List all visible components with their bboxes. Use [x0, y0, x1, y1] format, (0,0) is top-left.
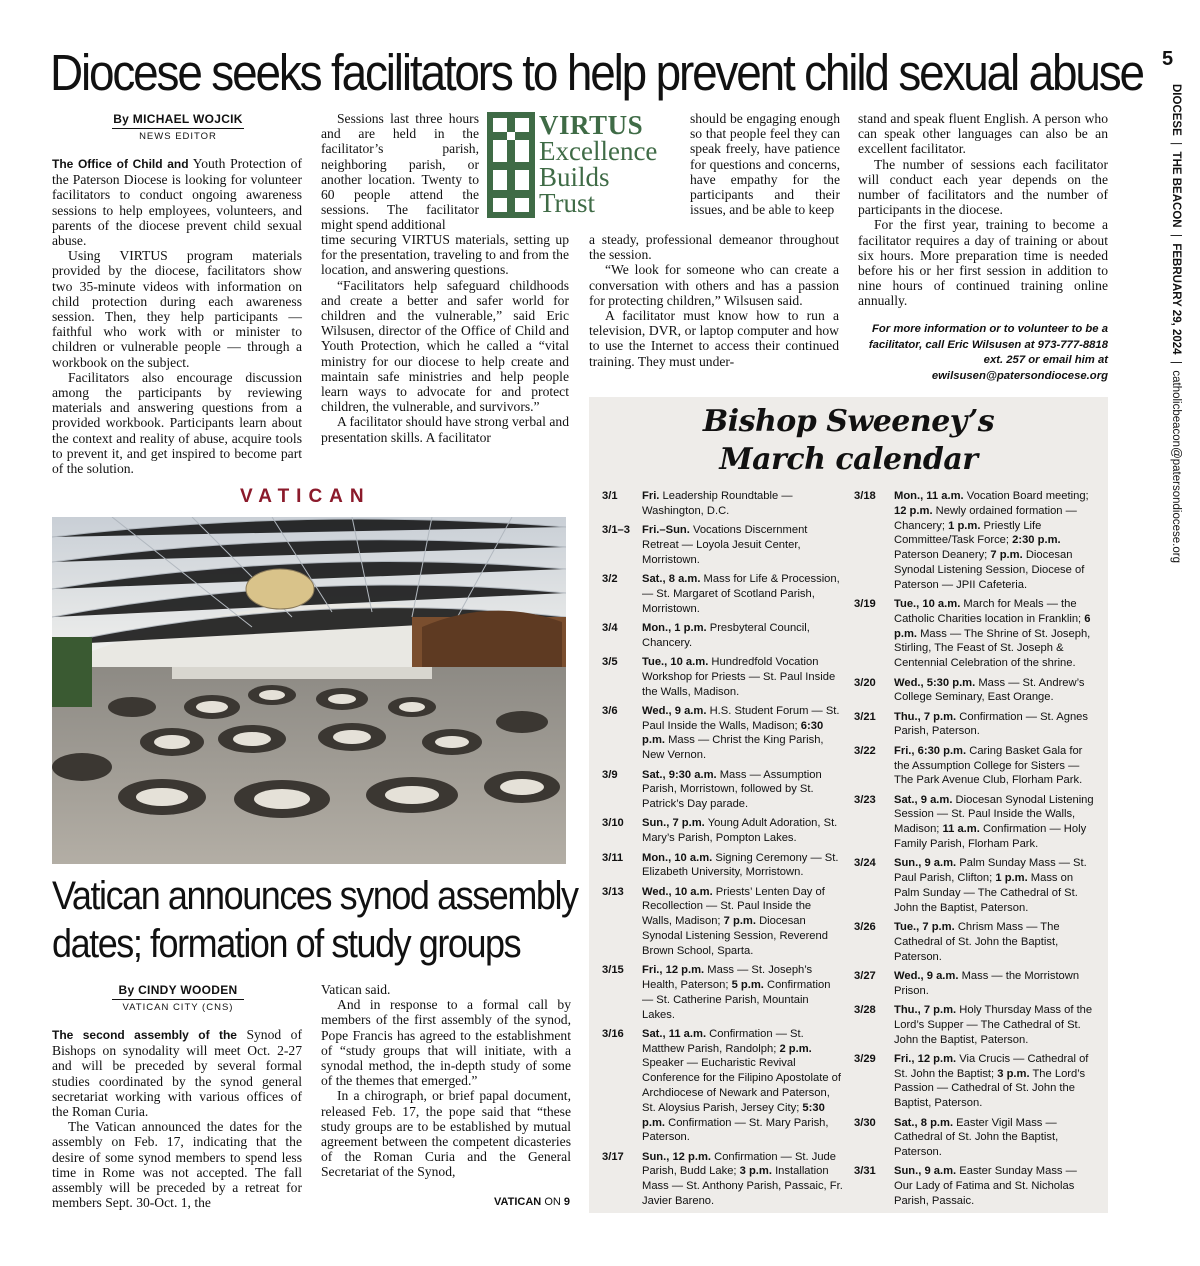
event-text: Easter Sunday Mass — Our Lady of Fatima and St. Nicholas Parish, Passaic. [894, 1165, 1077, 1208]
event-time: Sat., 11 a.m. [642, 1027, 707, 1040]
event-text: Priestly Life Committee/Task Force; [894, 519, 1042, 547]
event-text: Diocesan Synodal Listening Session — St. Paul Inside the Walls, Madison; [894, 793, 1094, 836]
event-details [894, 969, 1098, 999]
event-time: Sat., 8 a.m. [642, 572, 701, 585]
calendar-event [602, 768, 844, 812]
paragraph: A facilitator must know how to run a television, DVR, or laptop computer and how to use the Internet to access their continued training. They must under- [589, 308, 839, 369]
calendar-event [602, 1150, 844, 1209]
calendar-event [602, 489, 844, 519]
event-time: Fri.–Sun. [642, 524, 690, 537]
paragraph: In a chirograph, or brief papal document, released Feb. 17, the pope said that “these study groups are to be established by mutual agreement between the competent dicasteries of the Roman Curia and the General Secretariat of the Synod, [321, 1088, 571, 1180]
calendar-event [854, 710, 1098, 740]
event-details [894, 920, 1098, 964]
event-time: Fri., 6:30 p.m. [894, 744, 967, 757]
paragraph: should be engaging enough so that people feel they can speak freely, have patience for questions and concerns, have empathy for the participants and their issues, and be able to keep [690, 111, 840, 218]
paragraph [52, 156, 302, 248]
paragraph: And in response to a formal call by members of the first assembly of the synod, Pope Francis has agreed to the establishment of “study groups that will initiate, with a synodal method, the in-depth study of some of the themes that emerged.” [321, 997, 571, 1089]
event-time: 2:30 p.m. [1012, 534, 1061, 547]
byline-role: VATICAN CITY (CNS) [112, 999, 244, 1013]
byline-name: By MICHAEL WOJCIK [113, 112, 243, 126]
event-time: Sun., 12 p.m. [642, 1150, 712, 1163]
event-date: 3/22 [854, 744, 876, 757]
paragraph: The number of sessions each facilitator will conduct each year depends on the number of facilitators and the number of participants in the diocese. [858, 156, 1108, 218]
folio-section: DIOCESE [1170, 84, 1182, 136]
event-text: Holy Thursday Mass of the Lord’s Supper — The Cathedral of St. John the Baptist, Paterson. [894, 1004, 1093, 1046]
event-text: Mass on Palm Sunday — The Cathedral of St. John the Baptist, Paterson. [894, 872, 1078, 914]
event-text: Confirmation — Holy Family Parish, Florham Park. [894, 823, 1087, 851]
event-text: Mass — Assumption Parish, Morristown, followed by St. Patrick’s Day parade. [642, 768, 822, 811]
calendar-event [854, 744, 1098, 788]
calendar-event [854, 676, 1098, 706]
event-date: 3/19 [854, 598, 876, 611]
article1-column-3a [690, 111, 840, 217]
event-details [894, 856, 1098, 915]
jump-page: 9 [563, 1196, 570, 1208]
event-date: 3/29 [854, 1052, 876, 1065]
event-time: Fri. [642, 490, 660, 502]
event-date: 3/17 [602, 1150, 624, 1163]
event-time: Sat., 9:30 a.m. [642, 768, 717, 781]
virtus-line3: Builds [539, 162, 610, 192]
paragraph: “We look for someone who can create a conversation with others and has a passion for protecting children,” Wilsusen said. [589, 262, 839, 308]
event-time: Sun., 7 p.m. [642, 817, 705, 830]
event-time: Wed., 9 a.m. [894, 969, 959, 982]
paragraph: time securing VIRTUS materials, setting up for the presentation, traveling to and from the location, and answering questions. [321, 232, 569, 278]
article1-column-3b [589, 232, 839, 369]
calendar-event [854, 489, 1098, 593]
event-time: 5 p.m. [731, 978, 764, 991]
event-text: Confirmation — St. Matthew Parish, Randolph; [642, 1027, 804, 1055]
event-details [894, 1116, 1098, 1160]
event-time: 1 p.m. [995, 872, 1028, 885]
paragraph-text: Youth Protection of the Paterson Diocese is looking for volunteer facilitators to conduct ongoing awareness sessions to help employees, volunteers, and parents of the diocese prevent child sexual abuse. [52, 156, 302, 249]
virtus-line2: Excellence [539, 136, 658, 166]
event-details [642, 1027, 844, 1145]
event-date: 3/16 [602, 1027, 624, 1040]
event-text: Installation Mass — St. Anthony Parish, Passaic, Fr. Javier Bareno. [642, 1165, 843, 1208]
event-details [894, 1052, 1098, 1111]
event-text: Confirmation — St. Agnes Parish, Paterson. [894, 710, 1088, 738]
calendar-event [854, 1164, 1098, 1208]
event-text: Palm Sunday Mass — St. Paul Parish, Clifton; [894, 857, 1087, 885]
lead-in: The second assembly of the [52, 1028, 237, 1042]
article2-headline [52, 872, 578, 968]
paragraph: For the first year, training to become a facilitator requires a day of training or about six hours. More preparation time is needed before his or her first session in addition to nine hours of continued training online annually. [858, 217, 1108, 309]
calendar-event [602, 851, 844, 881]
event-time: Thu., 7 p.m. [894, 710, 957, 723]
headline-line: Vatican announces synod assembly [52, 874, 578, 918]
virtus-line1: VIRTUS [539, 110, 644, 140]
event-time: Tue., 10 a.m. [894, 598, 961, 611]
event-date: 3/10 [602, 817, 624, 830]
event-text: Priests’ Lenten Day of Recollection — St. Paul Inside the Walls, Madison; [642, 885, 825, 928]
event-date: 3/5 [602, 655, 618, 668]
calendar-event [602, 1027, 844, 1145]
event-date: 3/30 [854, 1116, 876, 1129]
article2-byline [112, 983, 244, 1013]
paragraph: A facilitator should have strong verbal and presentation skills. A facilitator [321, 414, 569, 445]
event-time: 11 a.m. [942, 823, 980, 836]
folio-publication: THE BEACON [1170, 151, 1182, 228]
calendar-event [854, 856, 1098, 915]
event-time: Mon., 11 a.m. [894, 490, 964, 502]
event-time: 1 p.m. [948, 519, 981, 532]
event-time: 2 p.m. [779, 1042, 812, 1055]
bishop-calendar-box [589, 397, 1108, 1213]
event-text: March for Meals — the Catholic Charities location in Franklin; [894, 598, 1085, 625]
article2-column-1 [52, 1027, 302, 1210]
event-text: Hundredfold Vocation Workshop for Priests — St. Paul Inside the Walls, Madison. [642, 655, 836, 698]
article1-column-2b [321, 232, 569, 445]
event-text: Mass — the Morristown Prison. [894, 969, 1080, 997]
folio-website: catholicbeacon@patersondiocese.org [1170, 370, 1182, 563]
event-text: Via Crucis — Cathedral of St. John the Baptist; [894, 1052, 1089, 1080]
paragraph: Using VIRTUS program materials provided by the diocese, facilitators show two 35-minute videos with information on child protection during each awareness session. Then, they help participants — faithful who work with or minister to children or vulnerable people — through a workbook on the subject. [52, 248, 302, 370]
event-text: Vocations Discernment Retreat — Loyola Jesuit Center, Morristown. [642, 524, 808, 566]
event-time: Sat., 9 a.m. [894, 793, 953, 806]
article1-column-4 [858, 111, 1108, 309]
event-text: Newly ordained formation — Chancery; [894, 504, 1077, 532]
event-details [894, 1003, 1098, 1047]
event-time: 5:30 p.m. [642, 1101, 825, 1129]
event-details [642, 489, 844, 519]
event-text: H.S. Student Forum — St. Paul Inside the Walls, Madison; [642, 704, 840, 732]
event-date: 3/26 [854, 921, 876, 934]
calendar-event [602, 816, 844, 846]
event-text: Mass — The Shrine of St. Joseph, Stirling, The Feast of St. Joseph & Centennial Celebration of the shrine. [894, 627, 1091, 670]
event-text: Mass — Christ the King Parish, New Vernon. [642, 734, 824, 762]
event-details [642, 768, 844, 812]
event-details [642, 851, 844, 881]
paragraph [52, 1027, 302, 1119]
event-text: Mass — St. Andrew’s College Seminary, East Orange. [894, 676, 1085, 704]
calendar-title-line: Bishop Sweeney’s [702, 404, 995, 439]
event-text: Mass for Life & Procession, — St. Margaret of Scotland Parish, Morristown. [642, 572, 840, 615]
event-date: 3/28 [854, 1004, 876, 1016]
calendar-event [854, 1052, 1098, 1111]
event-date: 3/13 [602, 885, 624, 898]
virtus-logo [487, 112, 683, 220]
event-date: 3/9 [602, 768, 618, 781]
event-text: Easter Vigil Mass — Cathedral of St. John the Baptist, Paterson. [894, 1116, 1059, 1159]
event-details [642, 704, 844, 763]
section-label-vatican: VATICAN [240, 486, 371, 507]
event-text: Confirmation — St. Mary Parish, Paterson. [642, 1116, 829, 1144]
calendar-event [602, 704, 844, 763]
paragraph: “Facilitators help safeguard childhoods and create a better and safer world for children and the vulnerable,” said Eric Wilsusen, director of the Office of Child and Youth Protection, which he called a “vital ministry for our diocese to help create and maintain safe ministries and help people learn ways to advocate for and protect children, the vulnerable, and survivors.” [321, 277, 569, 415]
event-date: 3/6 [602, 704, 618, 717]
event-time: Fri., 12 p.m. [642, 964, 705, 977]
event-text: Chrism Mass — The Cathedral of St. John the Baptist, Paterson. [894, 921, 1060, 963]
paragraph-text: Synod of Bishops on synodality will meet Oct. 2-27 and will be preceded by several formal studies coordinated by the synod general secretariat working with various offices of the Roman Curia. [52, 1027, 302, 1120]
paragraph: Facilitators also encourage discussion among the participants by reviewing materials and answering questions from a provided workbook. Participants learn about the context and reality of abuse, acquire tools to prevent it, and get inspired to become part of the solution. [52, 369, 302, 477]
folio-sep: | [1170, 360, 1182, 364]
event-date: 3/15 [602, 964, 624, 977]
byline-name: By CINDY WOODEN [118, 983, 238, 997]
event-time: Wed., 5:30 p.m. [894, 676, 976, 689]
event-date: 3/2 [602, 572, 618, 585]
event-time: 6 p.m. [894, 612, 1091, 640]
calendar-event [854, 920, 1098, 964]
folio-date: FEBRUARY 29, 2024 [1170, 243, 1182, 355]
calendar-event [602, 523, 844, 567]
event-time: 3 p.m. [739, 1165, 772, 1178]
paragraph: Sessions last three hours and are held in the facilitator’s parish, neighboring parish, or another location. Twenty to 60 people attend the sessions. The facilitator might spend additional [321, 111, 479, 233]
calendar-event [602, 885, 844, 959]
virtus-line4: Trust [539, 188, 596, 218]
headline-line: dates; formation of study groups [52, 922, 521, 966]
event-date: 3/24 [854, 857, 876, 870]
event-text: The Lord’s Passion — Cathedral of St. John the Baptist, Paterson. [894, 1067, 1086, 1110]
event-date: 3/11 [602, 851, 624, 864]
calendar-event [854, 597, 1098, 671]
lead-in: The Office of Child and [52, 157, 189, 171]
folio-sep: | [1170, 142, 1182, 146]
event-text: Mass — St. Joseph’s Health, Paterson; [642, 964, 813, 991]
virtus-wordmark [539, 112, 657, 216]
calendar-column-right [854, 489, 1098, 1213]
event-text: Presbyteral Council, Chancery. [642, 621, 810, 649]
event-text: Speaker — Eucharistic Revival Conference for the Filipino Apostolate of Archdiocese of Newark and Paterson, St. Aloysius Parish, Jersey City; [642, 1057, 842, 1114]
event-details [642, 523, 844, 567]
event-time: Wed., 10 a.m. [642, 885, 713, 898]
event-details [642, 1150, 844, 1209]
event-text: Confirmation — St. Jude Parish, Budd Lake; [642, 1150, 836, 1178]
event-details [642, 816, 844, 846]
event-time: Mon., 1 p.m. [642, 621, 707, 634]
event-time: Tue., 7 p.m. [894, 921, 955, 934]
event-details [642, 572, 844, 616]
event-details [894, 676, 1098, 706]
event-date: 3/20 [854, 676, 876, 689]
calendar-title [589, 403, 1108, 479]
event-time: Sun., 9 a.m. [894, 857, 957, 870]
event-details [642, 963, 844, 1022]
event-date: 3/23 [854, 793, 876, 806]
event-date: 3/1–3 [602, 524, 630, 537]
calendar-column-left [602, 489, 844, 1213]
event-details [894, 597, 1098, 671]
event-text: Signing Ceremony — St. Elizabeth University, Morristown. [642, 851, 839, 879]
event-text: Young Adult Adoration, St. Mary’s Parish, Pompton Lakes. [642, 817, 838, 845]
event-date: 3/27 [854, 969, 876, 982]
event-time: 7 p.m. [990, 549, 1023, 562]
article2-column-2 [321, 982, 571, 1180]
event-time: Sat., 8 p.m. [894, 1116, 954, 1129]
event-details [894, 710, 1098, 740]
page-sidebar [1156, 40, 1192, 680]
event-time: Wed., 9 a.m. [642, 704, 707, 717]
event-text: Diocesan Synodal Listening Session, Reverend Brown School, Sparta. [642, 915, 828, 957]
folio-sep: | [1170, 233, 1182, 237]
event-date: 3/18 [854, 490, 876, 502]
event-text: Caring Basket Gala for the Assumption College for Sisters — The Park Avenue Club, Florham Park. [894, 744, 1083, 787]
article1-column-1 [52, 156, 302, 476]
calendar-event [854, 1003, 1098, 1047]
paragraph: stand and speak fluent English. A person who can speak other languages can also be an excellent facilitator. [858, 111, 1108, 157]
event-date: 3/1 [602, 490, 618, 502]
folio-vertical [1170, 84, 1182, 563]
event-details [894, 1164, 1098, 1208]
event-time: 3 p.m. [997, 1067, 1030, 1080]
event-text: Leadership Roundtable — Washington, D.C. [642, 490, 793, 517]
jump-word: VATICAN [493, 1196, 542, 1208]
event-time: 6:30 p.m. [642, 719, 824, 747]
event-time: Sun., 9 a.m. [894, 1165, 957, 1178]
synod-hall-image [52, 517, 566, 864]
event-text: Diocesan Synodal Listening Session, Diocese of Paterson — JPII Cafeteria. [894, 549, 1085, 591]
calendar-event [602, 621, 844, 651]
event-details [642, 885, 844, 959]
event-details [894, 489, 1098, 593]
article1-byline [112, 112, 244, 142]
article1-contact-note: For more information or to volunteer to be a facilitator, call Eric Wilsusen at 973-777-8818 ext. 257 or email him at ewilsusen@patersondiocese.org [868, 323, 1108, 382]
article1-column-2a [321, 111, 479, 233]
paragraph: The Vatican announced the dates for the assembly on Feb. 17, indicating that the desire of some synod members to spend less time in Rome was not accepted. The fall assembly will be preceded by a retreat for members Sept. 30-Oct. 1, the [52, 1119, 302, 1211]
event-date: 3/31 [854, 1165, 876, 1178]
event-time: Mon., 10 a.m. [642, 851, 713, 864]
event-time: Tue., 10 a.m. [642, 655, 709, 668]
event-time: Thu., 7 p.m. [894, 1004, 957, 1016]
calendar-event [854, 793, 1098, 852]
paragraph: a steady, professional demeanor throughout the session. [589, 232, 839, 263]
paragraph: Vatican said. [321, 982, 391, 997]
byline-role: NEWS EDITOR [112, 128, 244, 142]
event-text: Confirmation — St. Catherine Parish, Mountain Lakes. [642, 978, 831, 1021]
event-details [642, 621, 844, 651]
event-time: 7 p.m. [723, 915, 756, 928]
calendar-event [854, 1116, 1098, 1160]
synod-hall-photo [52, 517, 566, 864]
jump-on: ON [544, 1196, 561, 1208]
continued-jump-line [400, 1196, 570, 1208]
event-date: 3/21 [854, 710, 876, 723]
calendar-title-line: March calendar [719, 442, 978, 477]
calendar-event [602, 963, 844, 1022]
calendar-event [602, 655, 844, 699]
event-text: Paterson Deanery; [894, 549, 991, 562]
event-details [642, 655, 844, 699]
page-number: 5 [1162, 48, 1174, 70]
event-time: Fri., 12 p.m. [894, 1052, 957, 1065]
event-date: 3/4 [602, 621, 618, 634]
calendar-event [602, 572, 844, 616]
calendar-event [854, 969, 1098, 999]
event-time: 12 p.m. [894, 504, 933, 517]
event-text: Vocation Board meeting; [963, 490, 1089, 502]
event-details [894, 793, 1098, 852]
event-details [894, 744, 1098, 788]
article1-headline: Diocese seeks facilitators to help prevent child sexual abuse [50, 44, 1143, 101]
